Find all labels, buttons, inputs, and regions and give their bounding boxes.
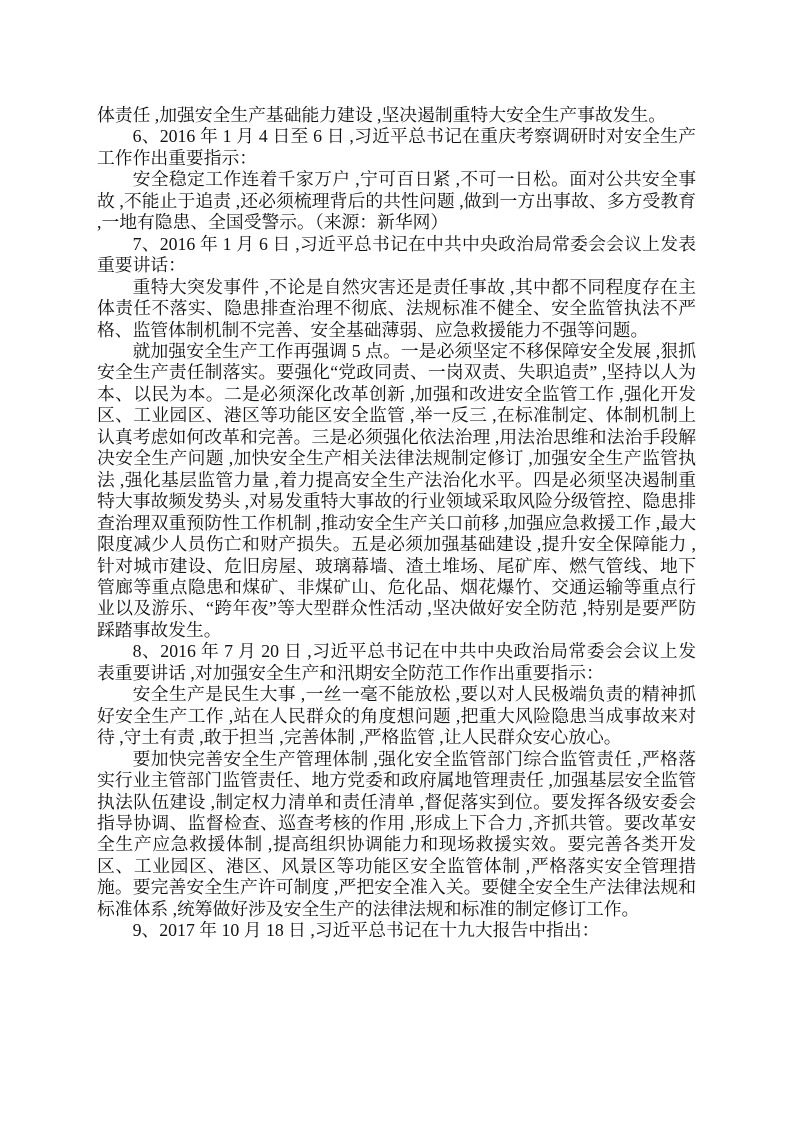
paragraph: 安全生产是民生大事 ,一丝一毫不能放松 ,要以对人民极端负责的精神抓好安全生产工作 ,站在人民群众的角度想问题 ,把重大风险隐患当成事故来对待 ,守土有责 ,敢于担当 ,完善体制 ,严格监管 ,让人民群众安心放心。: [97, 684, 696, 748]
paragraph: 6、2016 年 1 月 4 日至 6 日 ,习近平总书记在重庆考察调研时对安全生产工作作出重要指示：: [97, 126, 696, 168]
paragraph: 要加快完善安全生产管理体制 ,强化安全监管部门综合监管责任 ,严格落实行业主管部门监管责任、地方党委和政府属地管理责任 ,加强基层安全监管执法队伍建设 ,制定权力清单和责任清单 ,督促落实到位。要发挥各级安委会指导协调、监督检查、巡查考核的作用 ,形成上下合力 ,齐抓共管。要改革安全生产应急救援体制 ,提高组织协调能力和现场救援实效。要完善各类开发区、工业园区、港区、风景区等功能区安全监管体制 ,严格落实安全管理措施。要完善安全生产许可制度 ,严把安全准入关。要健全安全生产法律法规和标准体系 ,统筹做好涉及安全生产的法律法规和标准的制定修订工作。: [97, 748, 696, 919]
paragraph: 7、2016 年 1 月 6 日 ,习近平总书记在中共中央政治局常委会会议上发表重要讲话：: [97, 233, 696, 276]
paragraph: 重特大突发事件 ,不论是自然灾害还是责任事故 ,其中都不同程度存在主体责任不落实、隐患排查治理不彻底、法规标准不健全、安全监管执法不严格、监管体制机制不完善、安全基础薄弱、应急救援能力不强等问题。: [97, 276, 696, 340]
paragraph: 安全稳定工作连着千家万户 ,宁可百日紧 ,不可一日松。面对公共安全事故 ,不能止于追责 ,还必须梳理背后的共性问题 ,做到一方出事故、多方受教育 ,一地有隐患、全国受警示。（来源：新华网）: [97, 169, 696, 233]
paragraph: 体责任 ,加强安全生产基础能力建设 ,坚决遏制重特大安全生产事故发生。: [97, 105, 667, 125]
document-body: [97, 105, 696, 942]
paragraph: 就加强安全生产工作再强调 5 点。一是必须坚定不移保障安全发展 ,狠抓安全生产责任制落实。要强化“党政同责、一岗双责、失职追责” ,坚持以人为本、以民为本。二是必须深化改革创新 ,加强和改进安全监管工作 ,强化开发区、工业园区、港区等功能区安全监管 ,举一反三 ,在标准制定、体制机制上认真考虑如何改革和完善。三是必须强化依法治理 ,用法治思维和法治手段解决安全生产问题 ,加快安全生产相关法律法规制定修订 ,加强安全生产监管执法 ,强化基层监管力量 ,着力提高安全生产法治化水平。四是必须坚决遏制重特大事故频发势头 ,对易发重特大事故的行业领域采取风险分级管控、隐患排查治理双重预防性工作机制 ,推动安全生产关口前移 ,加强应急救援工作 ,最大限度减少人员伤亡和财产损失。五是必须加强基础建设 ,提升安全保障能力 ,针对城市建设、危旧房屋、玻璃幕墙、渣土堆场、尾矿库、燃气管线、地下管廊等重点隐患和煤矿、非煤矿山、危化品、烟花爆竹、交通运输等重点行业以及游乐、“跨年夜”等大型群众性活动 ,坚决做好安全防范 ,特别是要严防踩踏事故发生。: [97, 340, 696, 640]
paragraph: 8、2016 年 7 月 20 日 ,习近平总书记在中共中央政治局常委会会议上发表重要讲话 ,对加强安全生产和汛期安全防范工作作出重要指示：: [97, 641, 696, 683]
paragraph: 9、2017 年 10 月 18 日 ,习近平总书记在十九大报告中指出：: [132, 920, 600, 941]
